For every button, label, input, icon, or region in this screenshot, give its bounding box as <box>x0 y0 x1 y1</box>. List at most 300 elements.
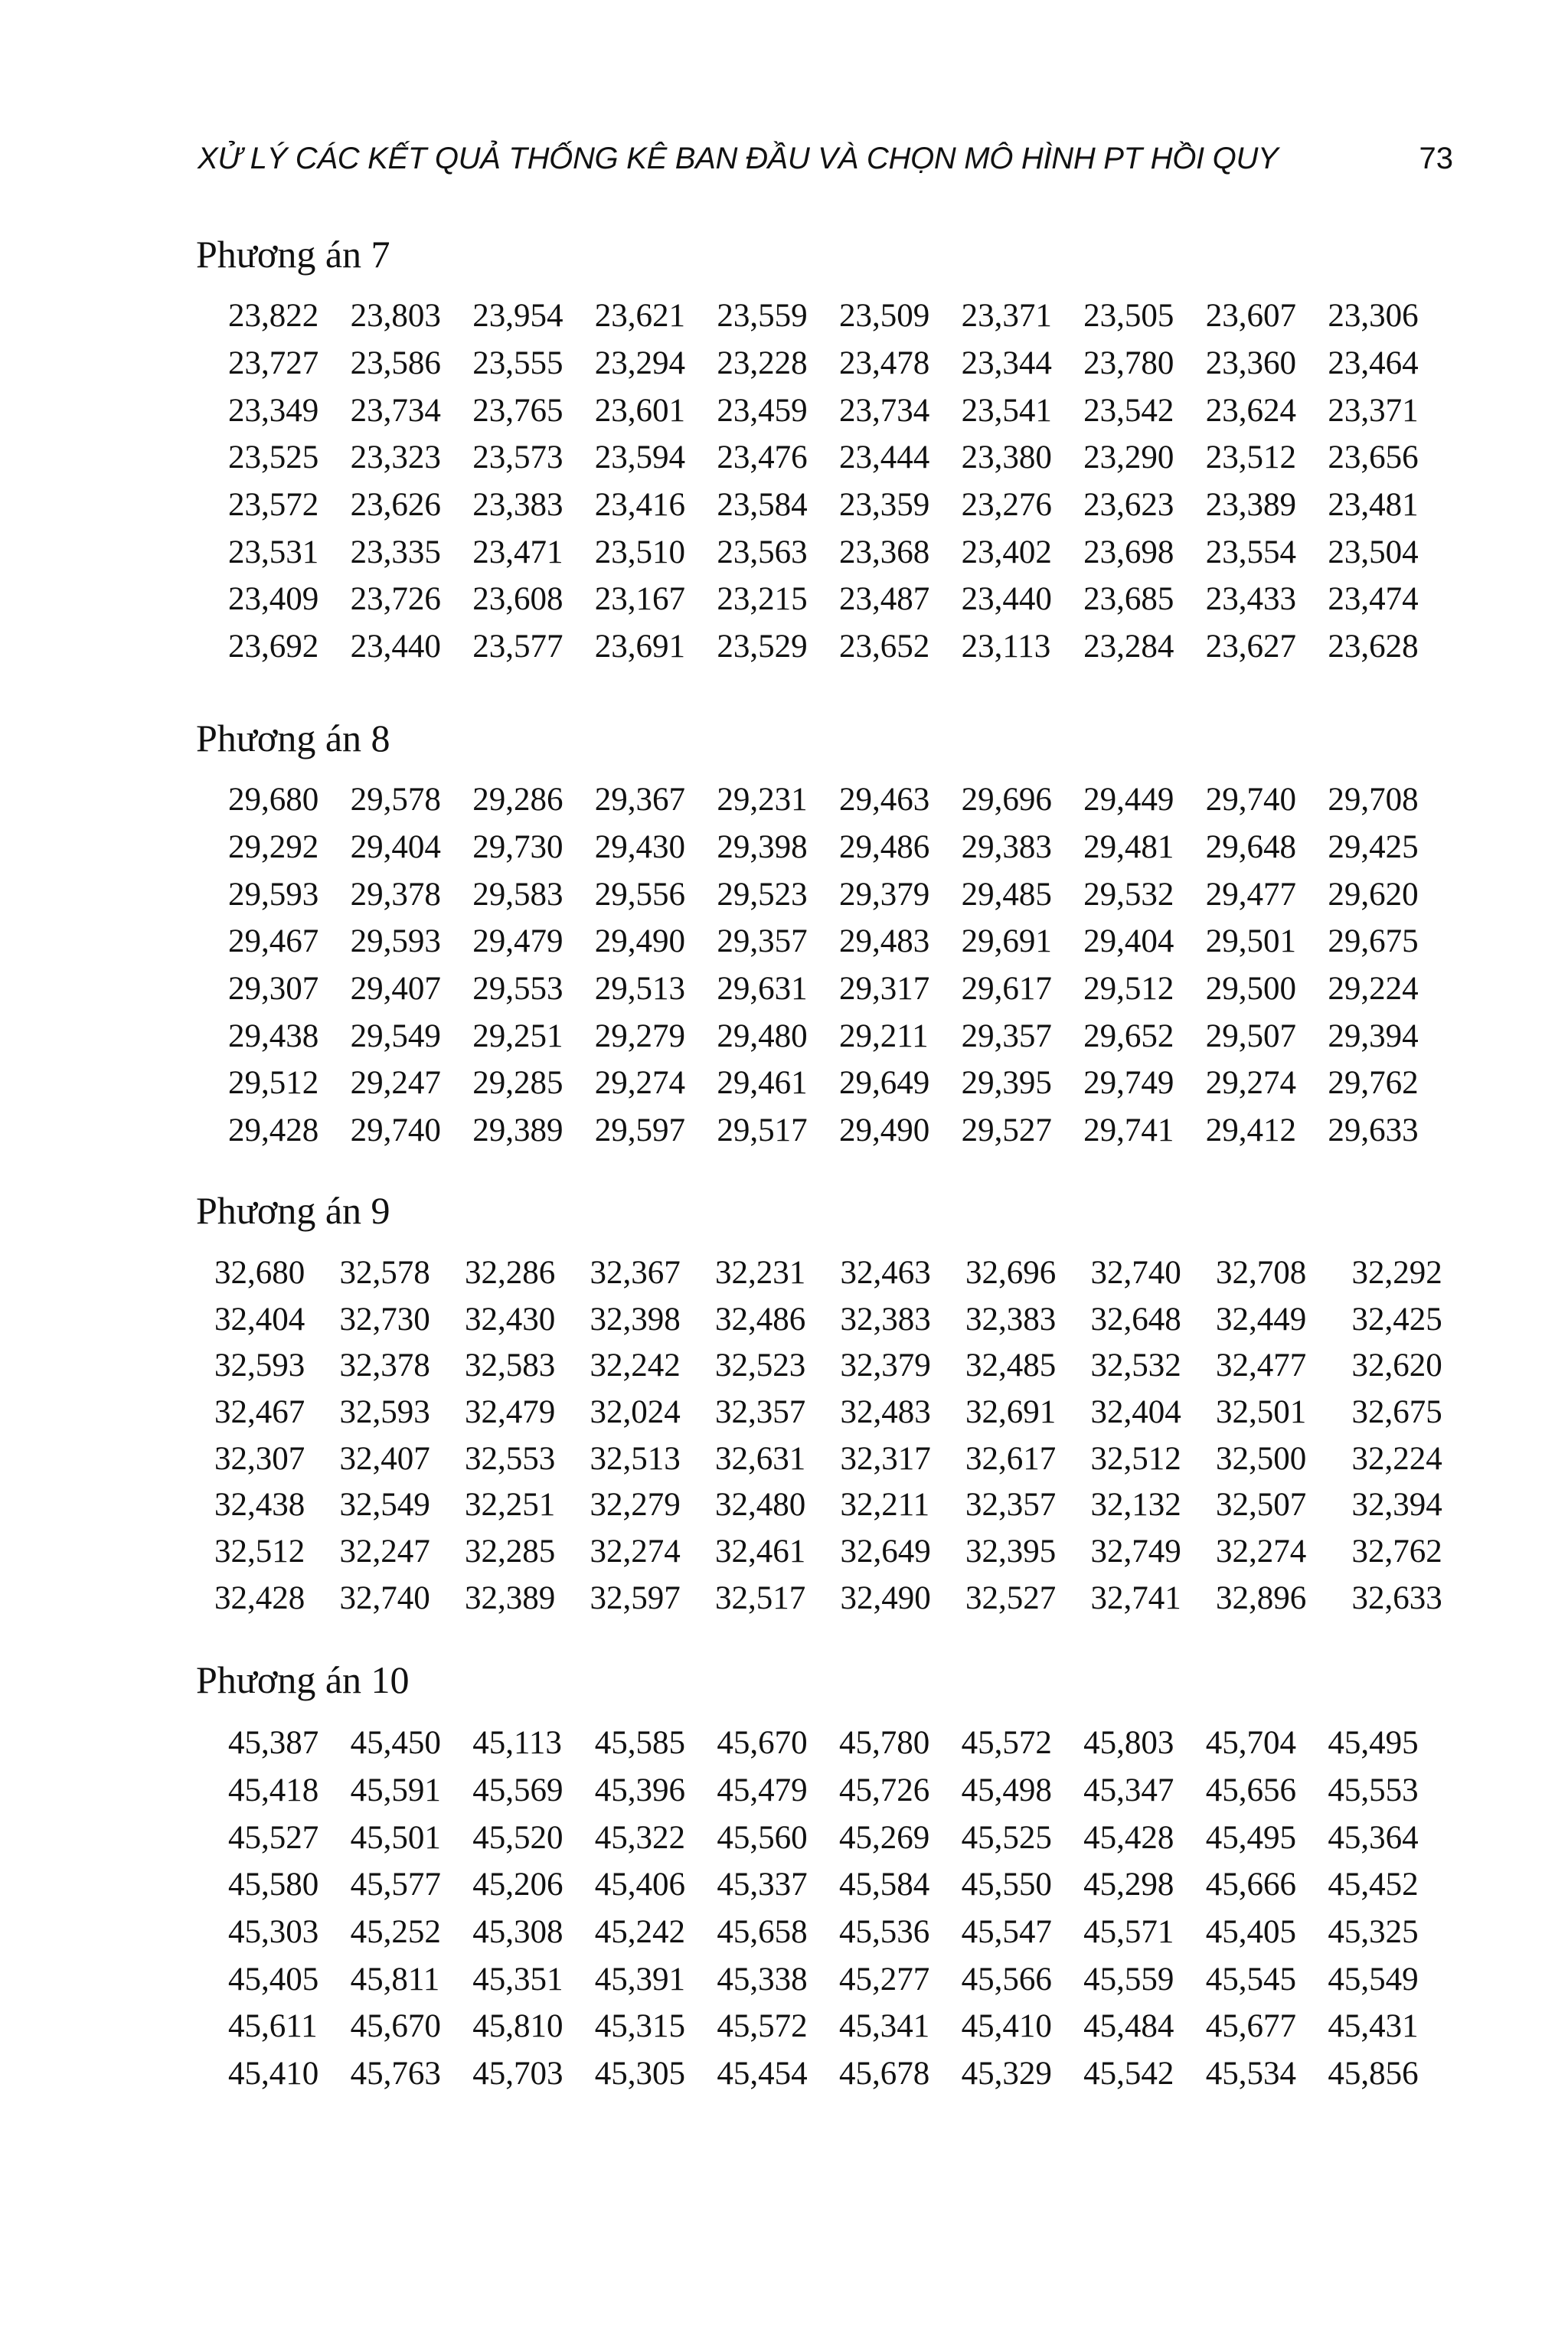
table-cell: 23,572 <box>228 487 319 524</box>
table-cell: 23,624 <box>1205 392 1296 429</box>
table-cell: 29,247 <box>350 1065 441 1102</box>
table-cell: 23,734 <box>350 392 441 429</box>
table-cell: 23,359 <box>838 487 930 524</box>
table-cell: 29,430 <box>594 829 686 866</box>
table-cell: 29,549 <box>350 1018 441 1054</box>
table-cell: 32,251 <box>465 1487 556 1524</box>
table-cell: 32,549 <box>339 1487 430 1524</box>
table-cell: 45,534 <box>1205 2056 1296 2092</box>
table-cell: 23,371 <box>961 298 1052 335</box>
table-cell: 45,553 <box>1328 1772 1419 1809</box>
table-cell: 29,279 <box>594 1018 686 1054</box>
table-cell: 23,554 <box>1205 534 1296 570</box>
table-cell: 32,407 <box>339 1440 430 1477</box>
data-table-phuong-an-9 <box>214 1250 1477 1622</box>
table-row <box>228 434 1450 482</box>
table-cell: 23,481 <box>1328 487 1419 524</box>
running-header <box>198 132 1453 185</box>
table-cell: 45,337 <box>717 1867 808 1903</box>
table-cell: 29,633 <box>1328 1112 1419 1149</box>
table-cell: 29,477 <box>1205 876 1296 913</box>
table-cell: 23,765 <box>472 392 564 429</box>
table-cell: 45,325 <box>1328 1914 1419 1951</box>
table-cell: 29,425 <box>1328 829 1419 866</box>
table-row <box>214 1389 1477 1436</box>
table-cell: 32,279 <box>590 1487 681 1524</box>
table-cell: 23,290 <box>1083 439 1174 476</box>
table-cell: 29,532 <box>1083 876 1174 913</box>
table-cell: 29,274 <box>594 1065 686 1102</box>
table-cell: 23,167 <box>594 581 686 618</box>
table-cell: 23,698 <box>1083 534 1174 570</box>
table-cell: 32,527 <box>965 1579 1057 1616</box>
table-row <box>228 528 1450 576</box>
table-cell: 45,315 <box>594 2008 686 2045</box>
table-cell: 32,680 <box>214 1254 305 1291</box>
table-cell: 45,542 <box>1083 2056 1174 2092</box>
table-cell: 29,383 <box>961 829 1052 866</box>
table-row <box>228 776 1450 824</box>
table-cell: 29,394 <box>1328 1018 1419 1054</box>
table-cell: 29,292 <box>228 829 319 866</box>
table-cell: 29,438 <box>228 1018 319 1054</box>
table-cell: 23,504 <box>1328 534 1419 570</box>
table-row <box>228 1955 1450 2003</box>
table-cell: 45,495 <box>1205 1819 1296 1856</box>
table-cell: 23,626 <box>350 487 441 524</box>
table-cell: 23,656 <box>1328 439 1419 476</box>
table-cell: 23,691 <box>594 629 686 665</box>
table-cell: 23,215 <box>717 581 808 618</box>
table-cell: 29,407 <box>350 971 441 1008</box>
table-cell: 32,691 <box>965 1393 1057 1430</box>
table-cell: 29,730 <box>472 829 564 866</box>
table-cell: 32,463 <box>840 1254 931 1291</box>
table-cell: 23,294 <box>594 345 686 382</box>
table-row <box>214 1296 1477 1343</box>
table-cell: 45,387 <box>228 1725 319 1762</box>
table-cell: 29,593 <box>228 876 319 913</box>
table-cell: 29,461 <box>717 1065 808 1102</box>
table-cell: 29,649 <box>838 1065 930 1102</box>
table-cell: 45,391 <box>594 1961 686 1998</box>
table-row <box>228 482 1450 529</box>
table-cell: 23,563 <box>717 534 808 570</box>
table-cell: 29,286 <box>472 782 564 818</box>
table-cell: 45,547 <box>961 1914 1052 1951</box>
table-cell: 32,593 <box>339 1393 430 1430</box>
table-cell: 32,317 <box>840 1440 931 1477</box>
table-cell: 32,512 <box>1090 1440 1181 1477</box>
table-cell: 32,378 <box>339 1348 430 1384</box>
table-cell: 45,498 <box>961 1772 1052 1809</box>
table-cell: 23,335 <box>350 534 441 570</box>
table-cell: 29,479 <box>472 923 564 960</box>
table-cell: 23,627 <box>1205 629 1296 665</box>
table-cell: 29,512 <box>1083 971 1174 1008</box>
table-cell: 23,409 <box>228 581 319 618</box>
table-row <box>228 1107 1450 1155</box>
table-cell: 45,405 <box>228 1961 319 1998</box>
table-cell: 23,529 <box>717 629 808 665</box>
table-cell: 23,577 <box>472 629 564 665</box>
table-cell: 23,360 <box>1205 345 1296 382</box>
table-cell: 32,517 <box>715 1579 806 1616</box>
table-cell: 32,285 <box>465 1533 556 1570</box>
table-cell: 32,394 <box>1351 1487 1442 1524</box>
table-cell: 29,389 <box>472 1112 564 1149</box>
table-cell: 32,449 <box>1216 1301 1307 1338</box>
table-cell: 45,677 <box>1205 2008 1296 2045</box>
table-cell: 32,513 <box>590 1440 681 1477</box>
table-cell: 32,286 <box>465 1254 556 1291</box>
table-row <box>228 1720 1450 1767</box>
table-row <box>228 965 1450 1013</box>
table-row <box>228 292 1450 340</box>
table-cell: 32,578 <box>339 1254 430 1291</box>
table-cell: 32,730 <box>339 1301 430 1338</box>
table-cell: 29,740 <box>1205 782 1296 818</box>
table-cell: 45,577 <box>350 1867 441 1903</box>
table-cell: 32,675 <box>1351 1393 1442 1430</box>
table-cell: 23,954 <box>472 298 564 335</box>
table-cell: 32,696 <box>965 1254 1057 1291</box>
table-cell: 45,269 <box>838 1819 930 1856</box>
table-cell: 29,553 <box>472 971 564 1008</box>
table-cell: 23,727 <box>228 345 319 382</box>
table-cell: 32,357 <box>965 1487 1057 1524</box>
table-cell: 23,478 <box>838 345 930 382</box>
table-cell: 32,480 <box>715 1487 806 1524</box>
table-cell: 23,559 <box>717 298 808 335</box>
table-cell: 23,607 <box>1205 298 1296 335</box>
table-cell: 23,623 <box>1083 487 1174 524</box>
table-cell: 23,652 <box>838 629 930 665</box>
table-cell: 32,740 <box>339 1579 430 1616</box>
table-cell: 32,231 <box>715 1254 806 1291</box>
table-cell: 45,308 <box>472 1914 564 1951</box>
table-cell: 23,601 <box>594 392 686 429</box>
table-cell: 45,303 <box>228 1914 319 1951</box>
table-cell: 32,648 <box>1090 1301 1181 1338</box>
table-row <box>228 1861 1450 1909</box>
table-cell: 29,501 <box>1205 923 1296 960</box>
table-cell: 45,242 <box>594 1914 686 1951</box>
table-cell: 45,113 <box>472 1725 562 1762</box>
table-cell: 32,247 <box>339 1533 430 1570</box>
table-row <box>228 623 1450 671</box>
table-cell: 29,648 <box>1205 829 1296 866</box>
table-cell: 45,501 <box>350 1819 441 1856</box>
table-cell: 23,621 <box>594 298 686 335</box>
table-cell: 32,292 <box>1351 1254 1442 1291</box>
table-cell: 29,367 <box>594 782 686 818</box>
table-cell: 45,252 <box>350 1914 441 1951</box>
section-heading-9: Phương án 9 <box>196 1189 390 1232</box>
table-cell: 45,545 <box>1205 1961 1296 1998</box>
table-cell: 32,620 <box>1351 1348 1442 1384</box>
table-cell: 32,274 <box>590 1533 681 1570</box>
table-cell: 23,525 <box>228 439 319 476</box>
table-cell: 29,317 <box>838 971 930 1008</box>
table-cell: 29,428 <box>228 1112 319 1149</box>
table-cell: 23,323 <box>350 439 441 476</box>
table-cell: 29,449 <box>1083 782 1174 818</box>
table-cell: 29,379 <box>838 876 930 913</box>
table-cell: 23,803 <box>350 298 441 335</box>
table-cell: 23,368 <box>838 534 930 570</box>
table-cell: 45,495 <box>1328 1725 1419 1762</box>
table-cell: 45,351 <box>472 1961 564 1998</box>
table-cell: 29,617 <box>961 971 1052 1008</box>
table-cell: 32,024 <box>590 1393 681 1430</box>
table-cell: 45,338 <box>717 1961 808 1998</box>
table-cell: 29,490 <box>838 1112 930 1149</box>
table-row <box>228 2050 1450 2098</box>
table-cell: 23,464 <box>1328 345 1419 382</box>
table-cell: 45,405 <box>1205 1914 1296 1951</box>
data-table-phuong-an-10 <box>228 1720 1450 2098</box>
table-cell: 29,652 <box>1083 1018 1174 1054</box>
table-cell: 23,734 <box>838 392 930 429</box>
table-cell: 23,726 <box>350 581 441 618</box>
table-cell: 23,509 <box>838 298 930 335</box>
table-cell: 29,485 <box>961 876 1052 913</box>
table-row <box>228 824 1450 871</box>
table-cell: 32,500 <box>1216 1440 1307 1477</box>
table-row <box>214 1481 1477 1528</box>
table-cell: 32,583 <box>465 1348 556 1384</box>
table-cell: 23,402 <box>961 534 1052 570</box>
table-cell: 29,583 <box>472 876 564 913</box>
table-cell: 23,459 <box>717 392 808 429</box>
table-cell: 32,512 <box>214 1533 305 1570</box>
table-cell: 29,378 <box>350 876 441 913</box>
table-row <box>214 1575 1477 1622</box>
table-cell: 32,896 <box>1216 1579 1307 1616</box>
table-cell: 29,412 <box>1205 1112 1296 1149</box>
table-cell: 23,692 <box>228 629 319 665</box>
table-cell: 29,507 <box>1205 1018 1296 1054</box>
table-cell: 29,307 <box>228 971 319 1008</box>
table-cell: 23,349 <box>228 392 319 429</box>
table-cell: 32,425 <box>1351 1301 1442 1338</box>
table-cell: 45,536 <box>838 1914 930 1951</box>
table-cell: 32,479 <box>465 1393 556 1430</box>
table-cell: 29,675 <box>1328 923 1419 960</box>
table-cell: 29,486 <box>838 829 930 866</box>
table-cell: 29,480 <box>717 1018 808 1054</box>
table-cell: 45,572 <box>717 2008 808 2045</box>
table-cell: 29,578 <box>350 782 441 818</box>
table-cell: 23,780 <box>1083 345 1174 382</box>
table-cell: 45,571 <box>1083 1914 1174 1951</box>
table-cell: 29,523 <box>717 876 808 913</box>
table-row <box>214 1250 1477 1296</box>
table-cell: 45,803 <box>1083 1725 1174 1762</box>
table-cell: 45,454 <box>717 2056 808 2092</box>
table-row <box>228 1909 1450 1956</box>
table-cell: 45,347 <box>1083 1772 1174 1809</box>
table-cell: 23,440 <box>961 581 1052 618</box>
table-cell: 45,591 <box>350 1772 441 1809</box>
table-cell: 45,678 <box>838 2056 930 2092</box>
table-cell: 45,611 <box>228 2008 318 2045</box>
table-cell: 32,404 <box>214 1301 305 1338</box>
table-cell: 45,341 <box>838 2008 930 2045</box>
table-row <box>228 1060 1450 1107</box>
table-cell: 29,285 <box>472 1065 564 1102</box>
table-row <box>214 1528 1477 1575</box>
table-cell: 29,357 <box>961 1018 1052 1054</box>
table-cell: 23,344 <box>961 345 1052 382</box>
table-cell: 23,573 <box>472 439 564 476</box>
table-cell: 23,594 <box>594 439 686 476</box>
table-cell: 29,749 <box>1083 1065 1174 1102</box>
chapter-title: XỬ LÝ CÁC KẾT QUẢ THỐNG KÊ BAN ĐẦU VÀ CHỌN MÔ HÌNH PT HỒI QUY <box>198 142 1279 175</box>
table-cell: 23,306 <box>1328 298 1419 335</box>
table-cell: 32,428 <box>214 1579 305 1616</box>
table-cell: 29,593 <box>350 923 441 960</box>
table-cell: 29,231 <box>717 782 808 818</box>
table-cell: 23,433 <box>1205 581 1296 618</box>
table-cell: 45,584 <box>838 1867 930 1903</box>
table-cell: 45,322 <box>594 1819 686 1856</box>
table-cell: 23,628 <box>1328 629 1419 665</box>
table-cell: 32,486 <box>715 1301 806 1338</box>
table-cell: 29,620 <box>1328 876 1419 913</box>
table-cell: 45,811 <box>350 1961 440 1998</box>
table-cell: 32,597 <box>590 1579 681 1616</box>
data-table-phuong-an-7 <box>228 292 1450 671</box>
table-cell: 32,593 <box>214 1348 305 1384</box>
table-cell: 32,383 <box>965 1301 1057 1338</box>
table-cell: 45,658 <box>717 1914 808 1951</box>
table-cell: 23,505 <box>1083 298 1174 335</box>
table-cell: 32,242 <box>590 1348 681 1384</box>
table-cell: 32,490 <box>840 1579 931 1616</box>
table-cell: 23,476 <box>717 439 808 476</box>
table-cell: 45,569 <box>472 1772 564 1809</box>
table-cell: 45,428 <box>1083 1819 1174 1856</box>
table-cell: 32,631 <box>715 1440 806 1477</box>
table-cell: 45,549 <box>1328 1961 1419 1998</box>
table-cell: 23,389 <box>1205 487 1296 524</box>
table-row <box>228 1814 1450 1861</box>
table-row <box>228 387 1450 434</box>
table-cell: 23,276 <box>961 487 1052 524</box>
table-row <box>228 918 1450 965</box>
table-cell: 23,284 <box>1083 629 1174 665</box>
table-cell: 23,228 <box>717 345 808 382</box>
table-cell: 45,780 <box>838 1725 930 1762</box>
table-cell: 45,572 <box>961 1725 1052 1762</box>
table-cell: 45,431 <box>1328 2008 1419 2045</box>
table-cell: 32,741 <box>1090 1579 1181 1616</box>
table-cell: 32,708 <box>1216 1254 1307 1291</box>
table-cell: 32,211 <box>840 1487 930 1524</box>
table-cell: 23,531 <box>228 534 319 570</box>
table-cell: 45,666 <box>1205 1867 1296 1903</box>
table-cell: 45,856 <box>1328 2056 1419 2092</box>
table-cell: 29,251 <box>472 1018 564 1054</box>
table-cell: 45,763 <box>350 2056 441 2092</box>
table-cell: 29,708 <box>1328 782 1419 818</box>
table-cell: 45,410 <box>228 2056 319 2092</box>
table-cell: 32,357 <box>715 1393 806 1430</box>
table-cell: 32,461 <box>715 1533 806 1570</box>
table-cell: 32,438 <box>214 1487 305 1524</box>
table-cell: 29,556 <box>594 876 686 913</box>
table-cell: 32,379 <box>840 1348 931 1384</box>
table-cell: 29,680 <box>228 782 319 818</box>
table-row <box>228 340 1450 387</box>
table-cell: 23,474 <box>1328 581 1419 618</box>
table-cell: 23,586 <box>350 345 441 382</box>
table-cell: 32,367 <box>590 1254 681 1291</box>
table-cell: 32,483 <box>840 1393 931 1430</box>
table-cell: 32,749 <box>1090 1533 1181 1570</box>
table-cell: 32,617 <box>965 1440 1057 1477</box>
table-cell: 45,452 <box>1328 1867 1419 1903</box>
table-row <box>228 871 1450 918</box>
table-cell: 29,513 <box>594 971 686 1008</box>
table-cell: 45,418 <box>228 1772 319 1809</box>
table-cell: 32,477 <box>1216 1348 1307 1384</box>
table-cell: 29,527 <box>961 1112 1052 1149</box>
table-cell: 32,389 <box>465 1579 556 1616</box>
table-cell: 45,726 <box>838 1772 930 1809</box>
section-heading-8: Phương án 8 <box>196 717 390 760</box>
table-row <box>228 2003 1450 2050</box>
table-cell: 23,113 <box>961 629 1051 665</box>
table-cell: 32,649 <box>840 1533 931 1570</box>
table-cell: 45,329 <box>961 2056 1052 2092</box>
table-cell: 45,206 <box>472 1867 564 1903</box>
table-cell: 29,211 <box>838 1018 929 1054</box>
table-cell: 32,633 <box>1351 1579 1442 1616</box>
table-cell: 45,364 <box>1328 1819 1419 1856</box>
table-cell: 45,396 <box>594 1772 686 1809</box>
table-cell: 32,404 <box>1090 1393 1181 1430</box>
table-cell: 45,670 <box>717 1725 808 1762</box>
table-cell: 29,404 <box>1083 923 1174 960</box>
table-cell: 23,487 <box>838 581 930 618</box>
table-cell: 32,501 <box>1216 1393 1307 1430</box>
table-cell: 23,380 <box>961 439 1052 476</box>
table-cell: 29,274 <box>1205 1065 1296 1102</box>
table-cell: 45,559 <box>1083 1961 1174 1998</box>
table-row <box>228 1767 1450 1815</box>
table-cell: 29,696 <box>961 782 1052 818</box>
table-cell: 32,507 <box>1216 1487 1307 1524</box>
table-cell: 29,481 <box>1083 829 1174 866</box>
table-cell: 45,479 <box>717 1772 808 1809</box>
table-cell: 45,525 <box>961 1819 1052 1856</box>
page-number: 73 <box>1419 142 1453 175</box>
table-cell: 29,357 <box>717 923 808 960</box>
table-cell: 23,471 <box>472 534 564 570</box>
table-cell: 32,762 <box>1351 1533 1442 1570</box>
table-cell: 45,450 <box>350 1725 441 1762</box>
table-cell: 29,500 <box>1205 971 1296 1008</box>
table-cell: 45,560 <box>717 1819 808 1856</box>
table-cell: 32,224 <box>1351 1440 1442 1477</box>
table-cell: 45,298 <box>1083 1867 1174 1903</box>
table-cell: 29,762 <box>1328 1065 1419 1102</box>
table-cell: 32,553 <box>465 1440 556 1477</box>
table-cell: 23,510 <box>594 534 686 570</box>
